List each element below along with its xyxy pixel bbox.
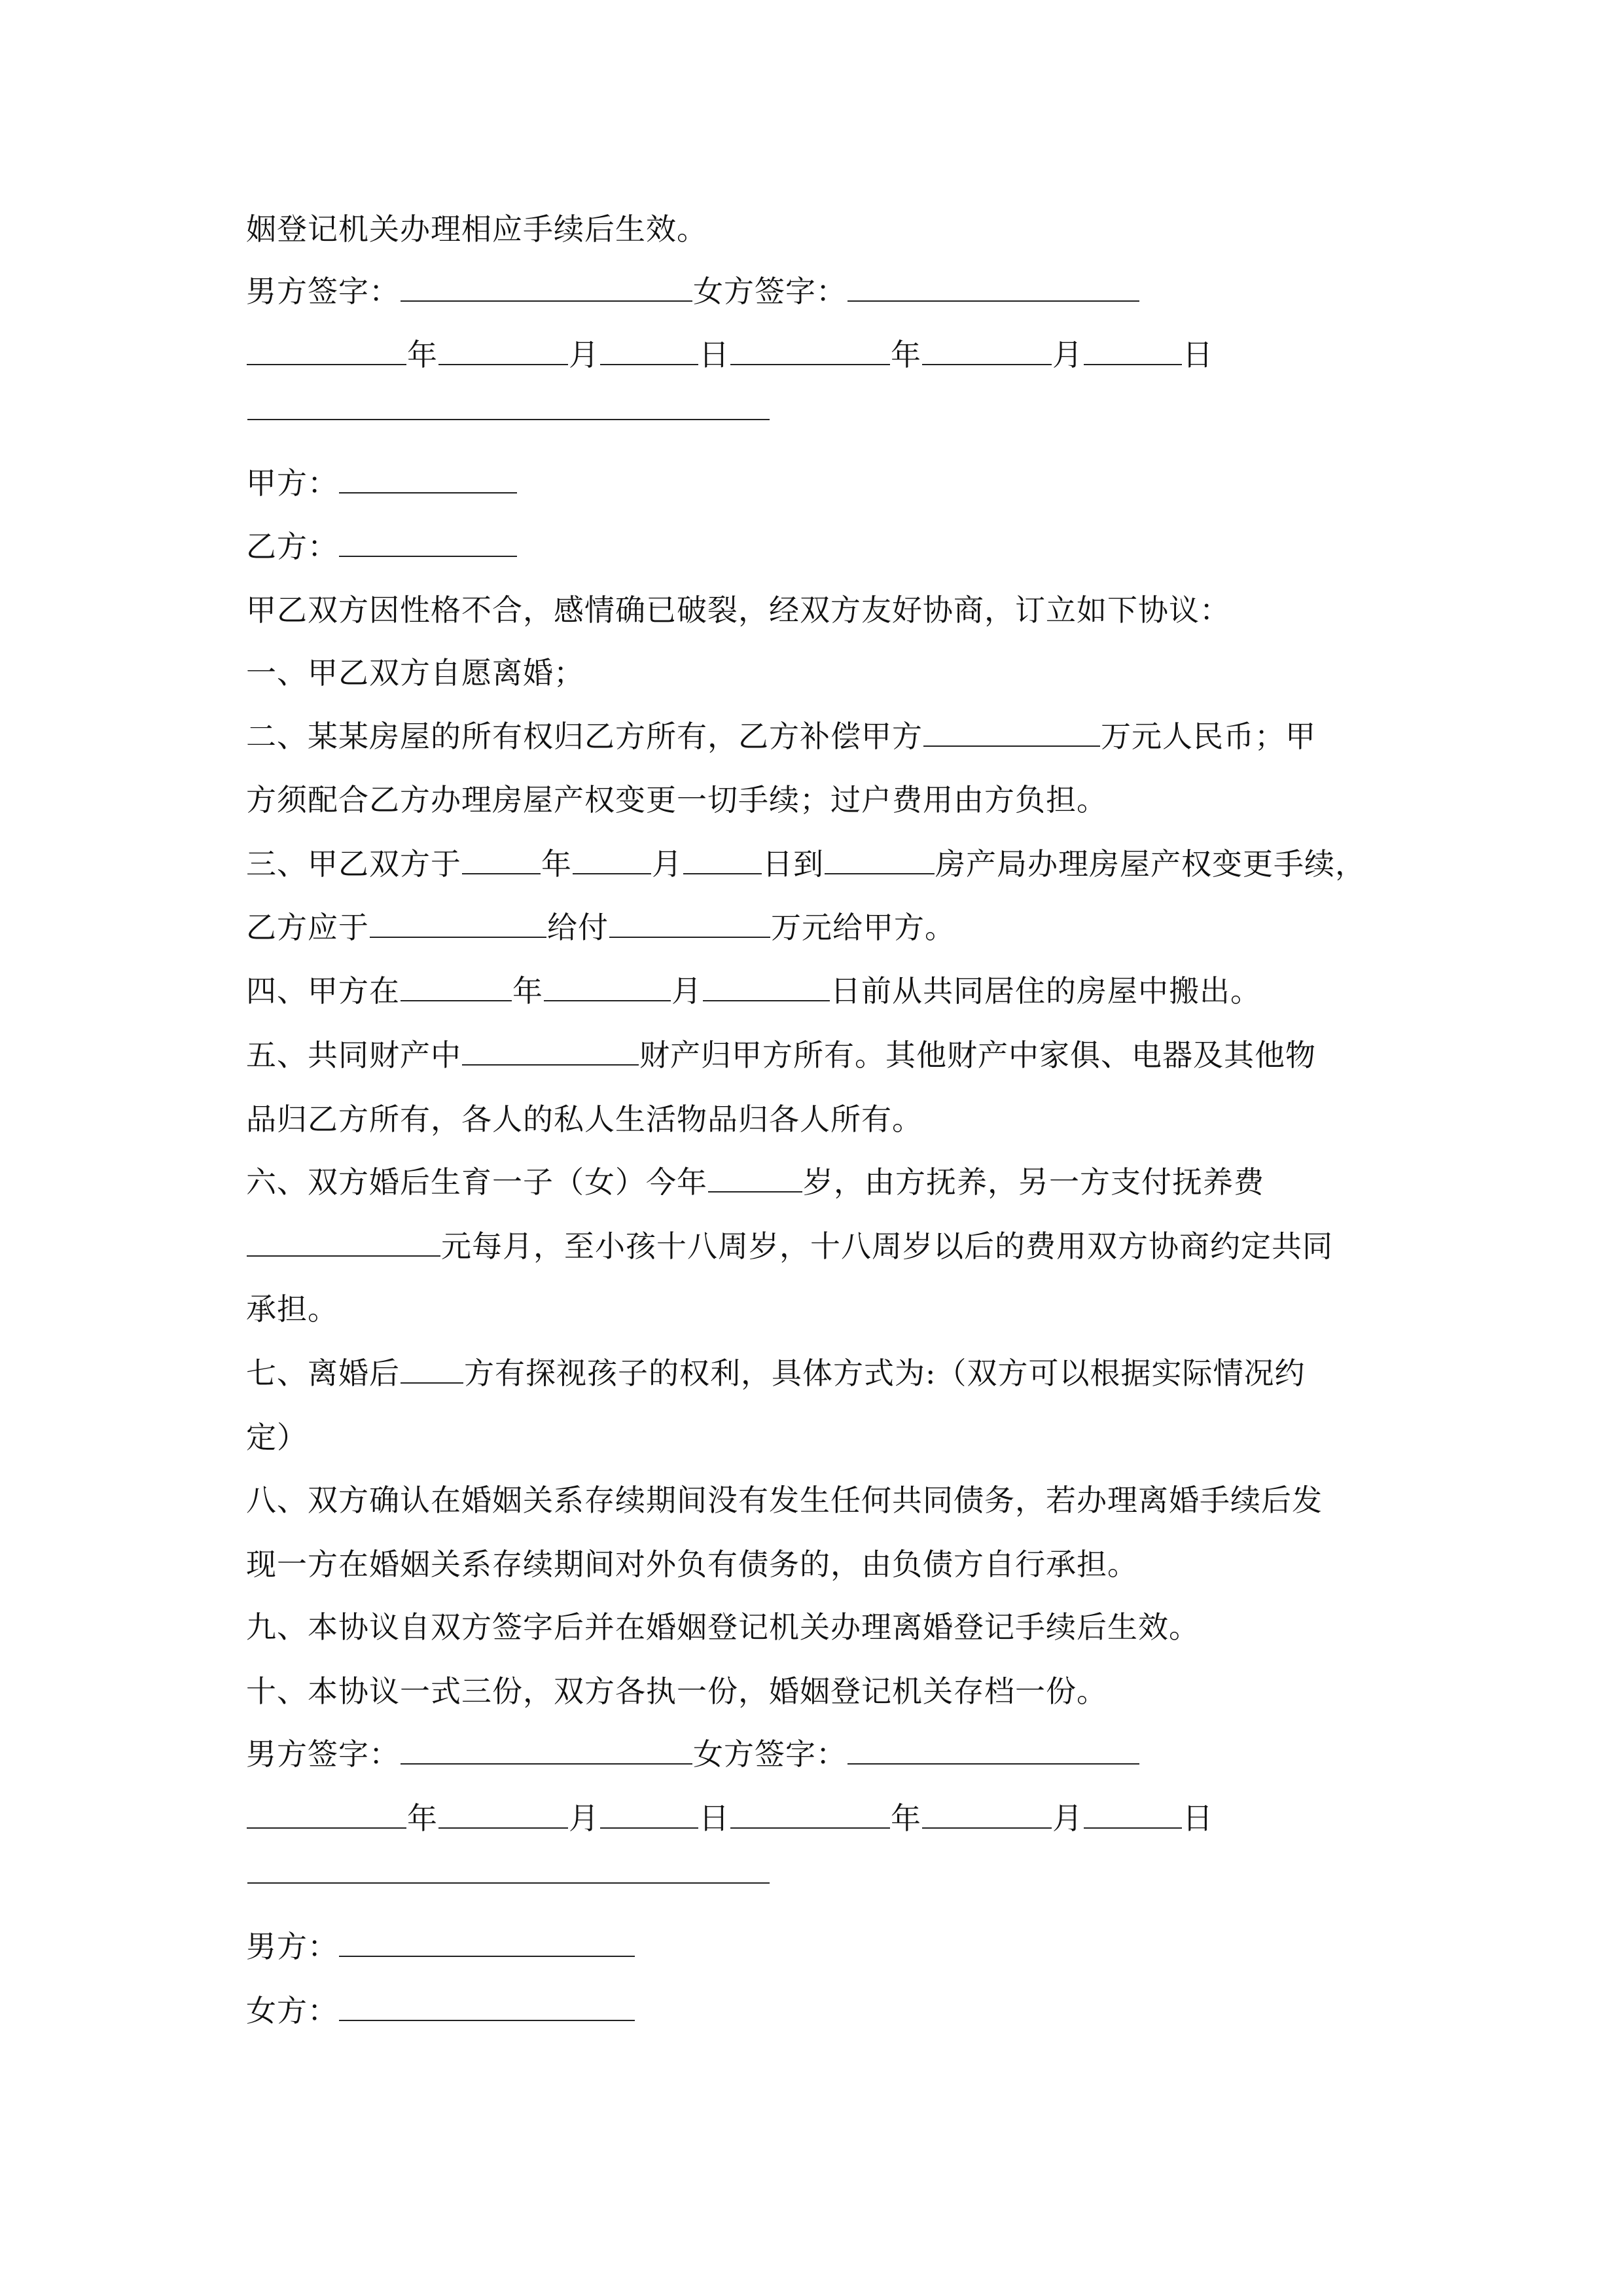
year-blank[interactable]: [401, 999, 512, 1001]
final-male-blank[interactable]: [339, 1955, 635, 1957]
day-blank[interactable]: [600, 363, 698, 365]
day-blank[interactable]: [683, 872, 762, 874]
clause-5-line-2: 品归乙方所有，各人的私人生活物品归各人所有。: [246, 1102, 923, 1137]
clause-9: 九、本协议自双方签字后并在婚姻登记机关办理离婚登记手续后生效。: [246, 1609, 1200, 1645]
property-blank[interactable]: [462, 1064, 639, 1066]
month-blank[interactable]: [438, 363, 568, 365]
day-blank[interactable]: [1084, 363, 1182, 365]
party-a-line: [246, 463, 518, 503]
year-blank[interactable]: [462, 872, 541, 874]
female-signature-blank[interactable]: [847, 300, 1139, 302]
male-signature-blank[interactable]: [401, 1763, 692, 1765]
clause-7-line-2: 定）: [246, 1420, 308, 1455]
year-unit: 年: [407, 1801, 438, 1836]
year-blank[interactable]: [730, 1827, 890, 1829]
day-blank[interactable]: [1084, 1827, 1182, 1829]
payment-date-blank[interactable]: [370, 936, 546, 938]
date-line-2: [246, 1799, 1213, 1838]
intro-line: 甲乙双方因性格不合，感情确已破裂，经双方友好协商，订立如下协议：: [246, 592, 1230, 628]
separator-line: [247, 419, 770, 420]
clause-6-line-2: 元每月，至小孩十八周岁，十八周岁以后的费用双方协商约定共同: [246, 1227, 1333, 1266]
female-signature-blank[interactable]: [847, 1763, 1139, 1765]
month-unit: 月: [1052, 337, 1083, 372]
final-female-blank[interactable]: [339, 2019, 635, 2021]
day-unit: 日: [699, 337, 730, 372]
month-unit: 月: [569, 337, 599, 372]
clause-2-line-1: 二、某某房屋的所有权归乙方所有，乙方补偿甲方 万元人民币；甲: [246, 719, 1316, 754]
clause-8-line-1: 八、双方确认在婚姻关系存续期间没有发生任何共同债务，若办理离婚手续后发: [246, 1482, 1323, 1518]
party-b-line: [246, 527, 518, 566]
month-blank[interactable]: [544, 999, 671, 1001]
year-unit: 年: [407, 337, 438, 372]
age-blank[interactable]: [708, 1191, 802, 1193]
day-unit: 日: [1183, 1801, 1213, 1836]
final-male-line: [246, 1927, 635, 1966]
male-signature-label: 男方签字：: [246, 274, 400, 309]
year-blank[interactable]: [247, 363, 406, 365]
support-amount-blank[interactable]: [247, 1255, 440, 1257]
day-unit: 日: [1183, 337, 1213, 372]
final-male-label: 男方：: [246, 1929, 338, 1964]
final-female-label: 女方：: [246, 1993, 338, 2028]
signature-line-2: [246, 1734, 1140, 1774]
final-female-line: [246, 1991, 635, 2030]
date-line-1: [246, 335, 1213, 374]
day-unit: 日: [699, 1801, 730, 1836]
party-a-blank[interactable]: [339, 492, 517, 493]
party-b-blank[interactable]: [339, 555, 517, 557]
year-blank[interactable]: [730, 363, 890, 365]
male-signature-label: 男方签字：: [246, 1736, 400, 1772]
female-signature-label: 女方签字：: [693, 274, 847, 309]
payment-amount-blank[interactable]: [609, 936, 770, 938]
clause-6-line-1: 六、双方婚后生育一子（女）今年 岁，由方抚养，另一方支付抚养费: [246, 1164, 1264, 1200]
month-blank[interactable]: [438, 1827, 568, 1829]
bureau-blank[interactable]: [825, 872, 935, 874]
party-b-label: 乙方：: [246, 529, 338, 564]
month-unit: 月: [1052, 1801, 1083, 1836]
clause-10: 十、本协议一式三份，双方各执一份，婚姻登记机关存档一份。: [246, 1674, 1107, 1709]
month-unit: 月: [569, 1801, 599, 1836]
clause-2-line-2: 方须配合乙方办理房屋产权变更一切手续；过户费用由方负担。: [246, 782, 1107, 817]
clause-7-line-1: 七、离婚后 方有探视孩子的权利，具体方式为:（双方可以根据实际情况约: [246, 1355, 1306, 1391]
day-blank[interactable]: [703, 999, 830, 1001]
compensation-blank[interactable]: [923, 745, 1100, 747]
clause-3-line-1: 三、甲乙双方于 年 月 日到 房产局办理房屋产权变更手续，: [246, 846, 1366, 882]
month-blank[interactable]: [922, 363, 1052, 365]
male-signature-blank[interactable]: [401, 300, 692, 302]
continuation-line: 姻登记机关办理相应手续后生效。: [246, 211, 707, 247]
month-blank[interactable]: [573, 872, 651, 874]
clause-5-line-1: 五、共同财产中 财产归甲方所有。其他财产中家俱、电器及其他物: [246, 1037, 1316, 1073]
year-blank[interactable]: [247, 1827, 406, 1829]
party-a-label: 甲方：: [246, 465, 338, 501]
clause-1: 一、甲乙双方自愿离婚；: [246, 655, 584, 691]
year-unit: 年: [891, 337, 921, 372]
clause-8-line-2: 现一方在婚姻关系存续期间对外负有债务的，由负债方自行承担。: [246, 1547, 1138, 1582]
signature-line-1: [246, 272, 1140, 311]
clause-3-line-2: 乙方应于 给付 万元给甲方。: [246, 910, 955, 945]
year-unit: 年: [891, 1801, 921, 1836]
female-signature-label: 女方签字：: [693, 1736, 847, 1772]
clause-6-line-3: 承担。: [246, 1291, 338, 1327]
visitation-party-blank[interactable]: [401, 1382, 463, 1384]
clause-4: 四、甲方在 年 月 日前从共同居住的房屋中搬出。: [246, 973, 1261, 1009]
day-blank[interactable]: [600, 1827, 698, 1829]
month-blank[interactable]: [922, 1827, 1052, 1829]
separator-line: [247, 1882, 770, 1884]
